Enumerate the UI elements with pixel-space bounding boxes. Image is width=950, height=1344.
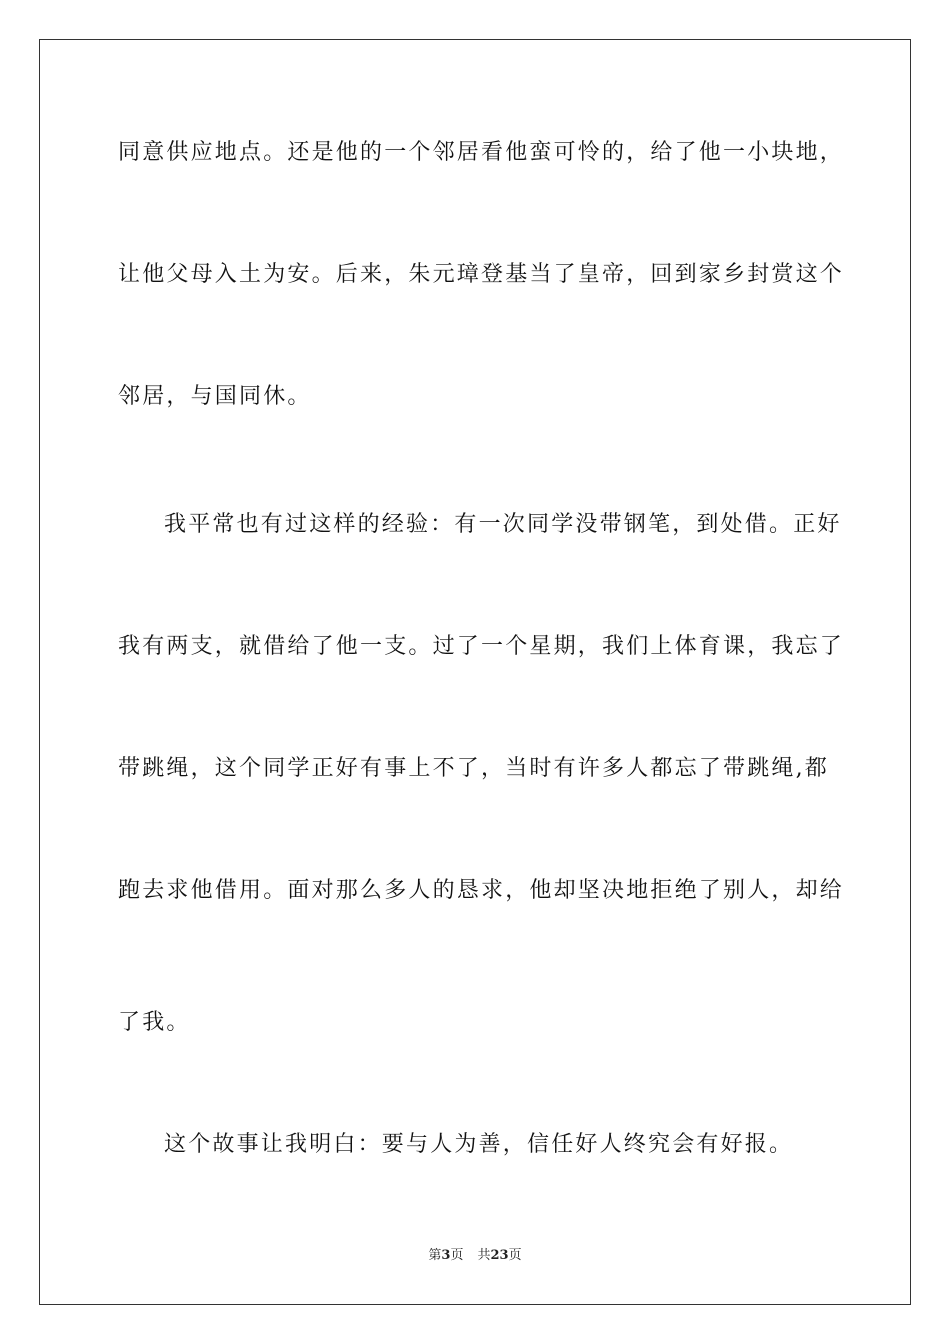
paragraph-1-line-2: 让他父母入土为安。后来，朱元璋登基当了皇帝，回到家乡封赏这个 (118, 262, 845, 287)
footer-total-pages: 23 (490, 1248, 509, 1263)
paragraph-2-line-5: 了我。 (118, 1010, 191, 1035)
footer-total-prefix: 共 (477, 1248, 491, 1263)
paragraph-2-line-2: 我有两支，就借给了他一支。过了一个星期，我们上体育课，我忘了 (118, 634, 845, 659)
footer-page-prefix: 第 (428, 1248, 442, 1263)
paragraph-1-line-1: 同意供应地点。还是他的一个邻居看他蛮可怜的，给了他一小块地， (118, 140, 845, 165)
paragraph-2-line-1: 我平常也有过这样的经验：有一次同学没带钢笔，到处借。正好 (164, 512, 842, 537)
page-border (39, 39, 911, 1305)
page-footer (0, 1247, 950, 1265)
footer-page-number: 3 (441, 1248, 451, 1263)
footer-page-suffix: 页 (450, 1248, 464, 1263)
paragraph-3-line-1: 这个故事让我明白：要与人为善，信任好人终究会有好报。 (164, 1132, 794, 1157)
paragraph-1-line-3: 邻居，与国同休。 (118, 384, 312, 409)
paragraph-2-line-4: 跑去求他借用。面对那么多人的恳求，他却坚决地拒绝了别人，却给 (118, 878, 845, 903)
footer-total-suffix: 页 (508, 1248, 522, 1263)
paragraph-2-line-3: 带跳绳，这个同学正好有事上不了，当时有许多人都忘了带跳绳,都 (118, 756, 829, 781)
